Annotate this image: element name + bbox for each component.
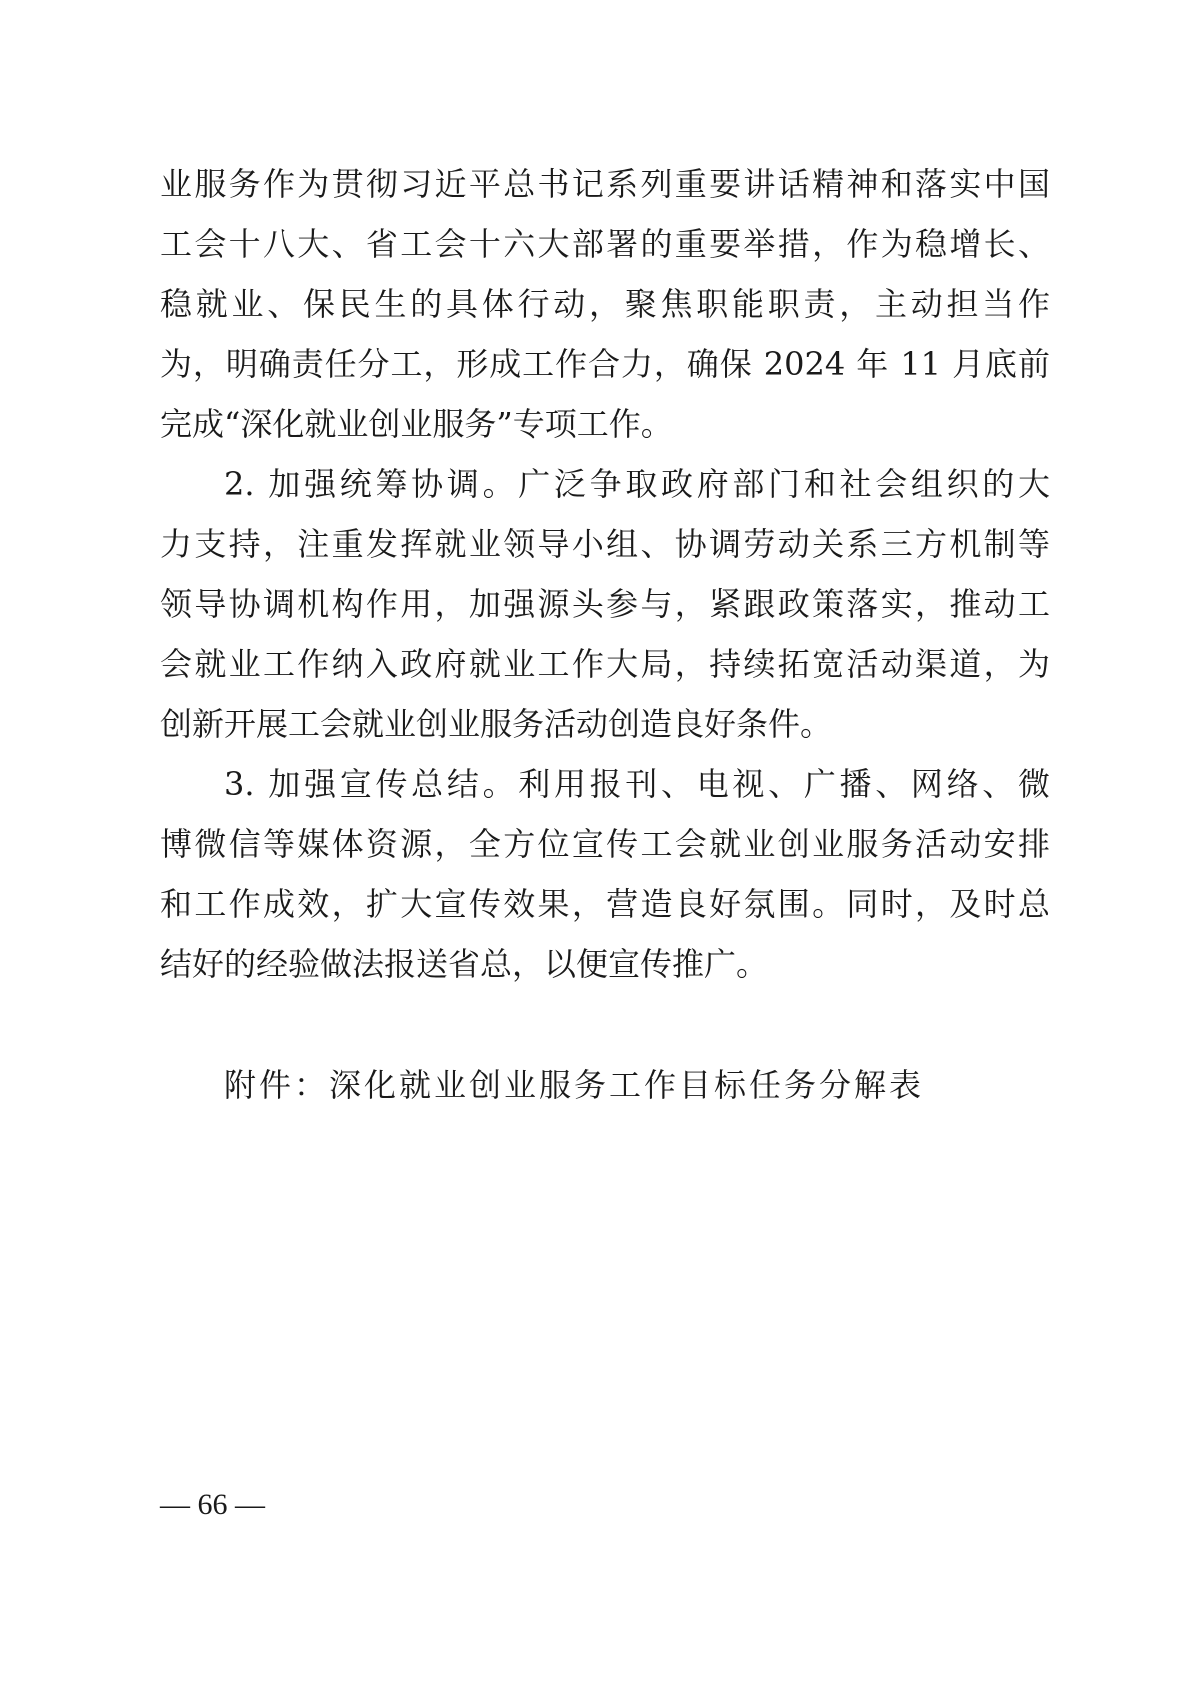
text-line: 和工作成效，扩大宣传效果，营造良好氛围。同时，及时总 <box>160 885 1050 923</box>
text-line: 为，明确责任分工，形成工作合力，确保 2024 年 11 月底前 <box>160 345 1050 383</box>
text-line: 会就业工作纳入政府就业工作大局，持续拓宽活动渠道，为 <box>160 645 1050 683</box>
text-line: 业服务作为贯彻习近平总书记系列重要讲话精神和落实中国 <box>160 165 1050 203</box>
text-line: 2. 加强统筹协调。广泛争取政府部门和社会组织的大 <box>224 465 1050 503</box>
text-line: 工会十八大、省工会十六大部署的重要举措，作为稳增长、 <box>160 225 1050 263</box>
text-line: 博微信等媒体资源，全方位宣传工会就业创业服务活动安排 <box>160 825 1050 863</box>
page-number: — 66 — <box>160 1488 265 1521</box>
text-line: 领导协调机构作用，加强源头参与，紧跟政策落实，推动工 <box>160 585 1050 623</box>
text-line: 完成“深化就业创业服务”专项工作。 <box>160 405 673 443</box>
text-line: 结好的经验做法报送省总，以便宣传推广。 <box>160 945 769 983</box>
text-line: 创新开展工会就业创业服务活动创造良好条件。 <box>160 705 833 743</box>
text-line: 力支持，注重发挥就业领导小组、协调劳动关系三方机制等 <box>160 525 1050 563</box>
text-line: 稳就业、保民生的具体行动，聚焦职能职责，主动担当作 <box>160 285 1050 323</box>
attachment-line: 附件：深化就业创业服务工作目标任务分解表 <box>224 1066 925 1104</box>
text-line: 3. 加强宣传总结。利用报刊、电视、广播、网络、微 <box>224 765 1050 803</box>
